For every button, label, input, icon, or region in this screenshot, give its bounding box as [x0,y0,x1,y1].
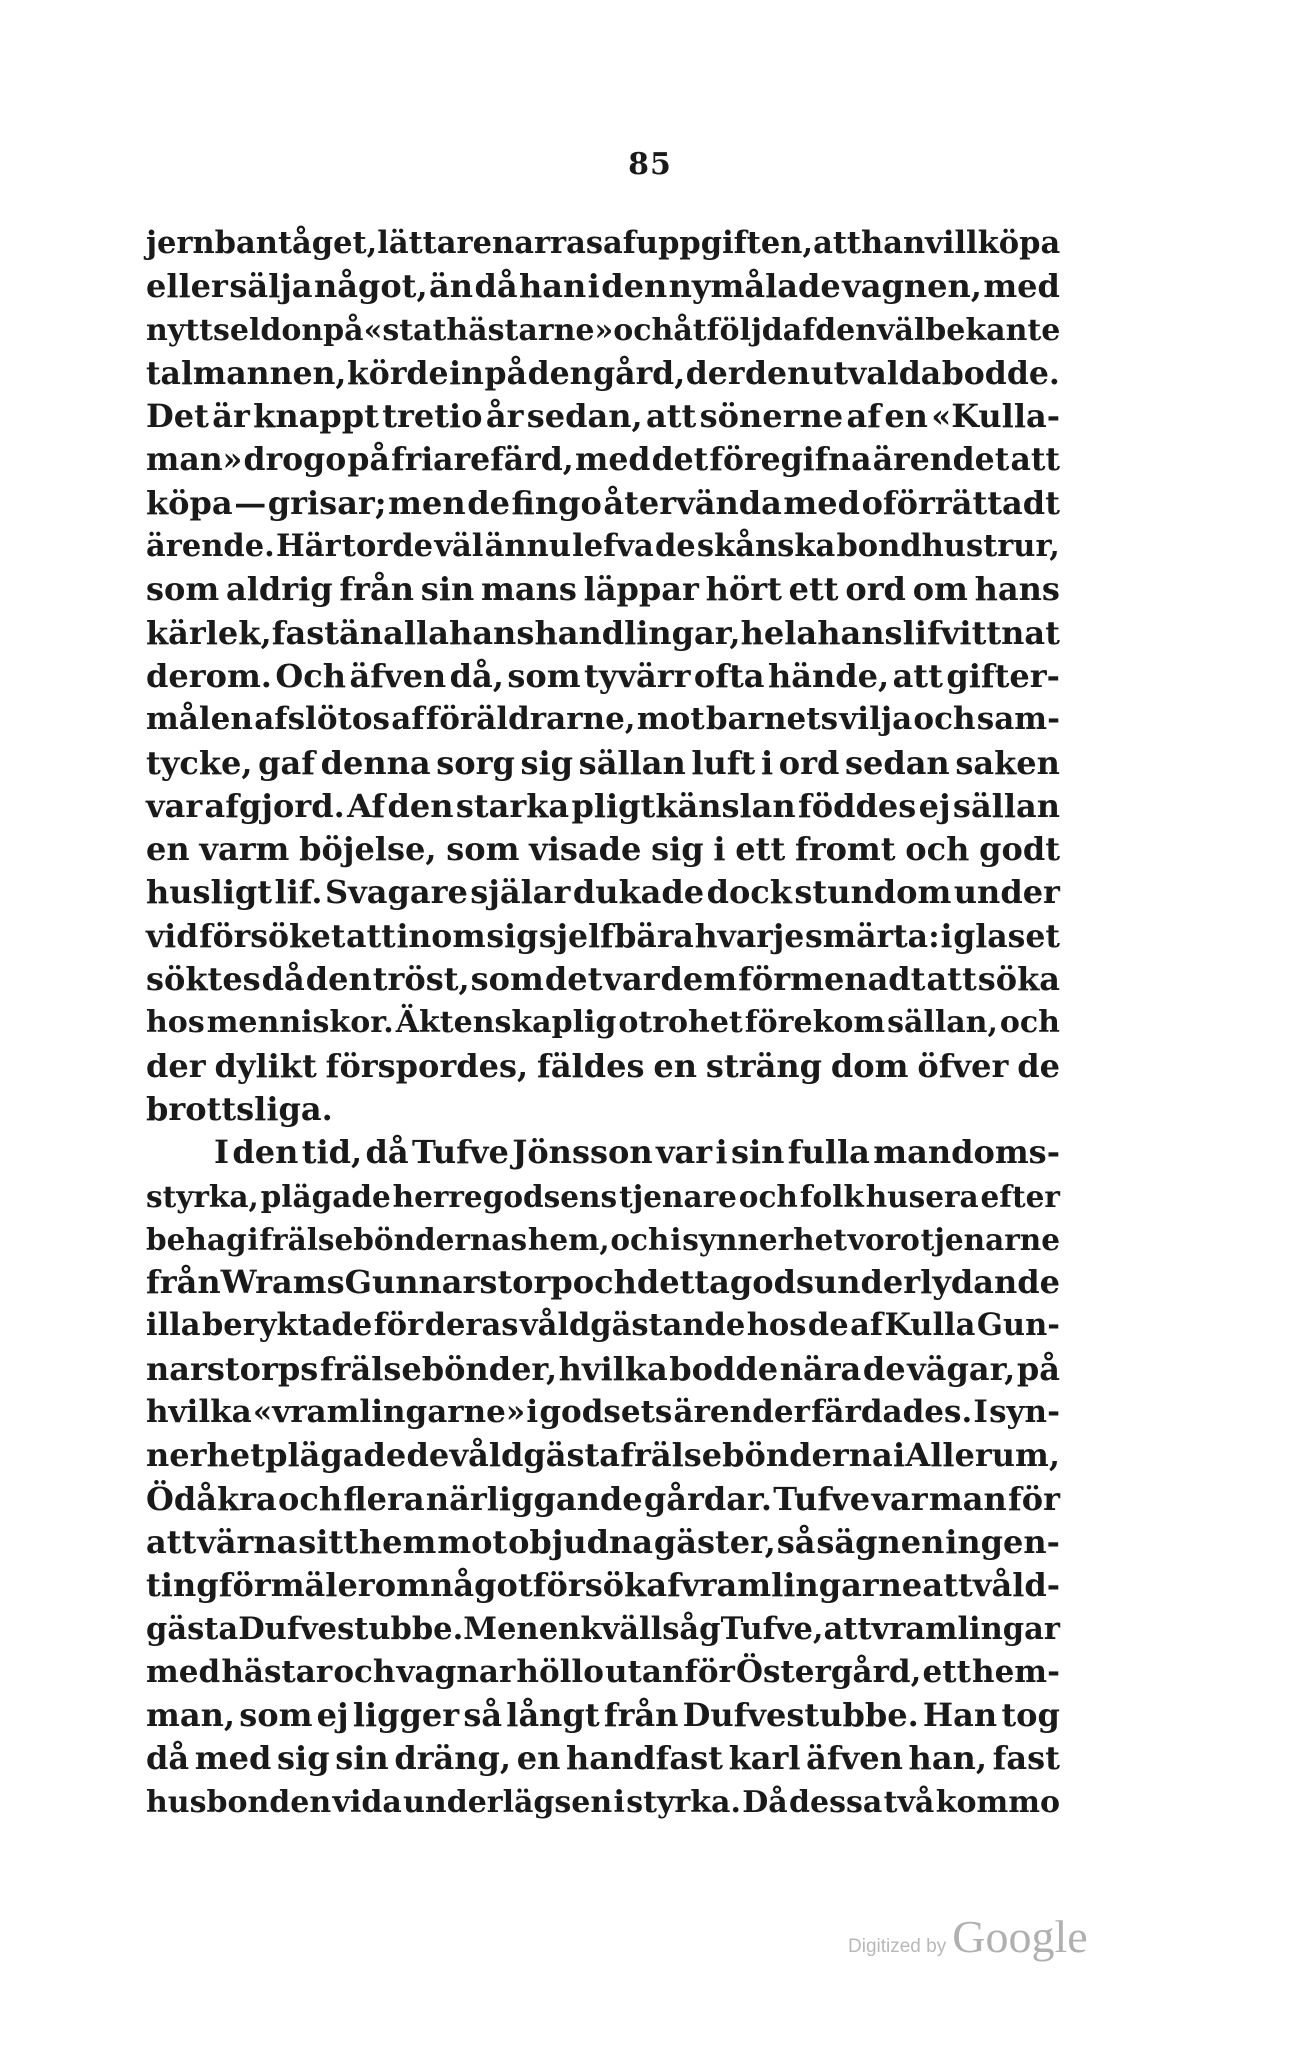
text-line: derom. Och äfven då, som tyvärr ofta hände, att gifter- [146,656,1060,695]
text-line: husligt lif. Svagare själar dukade dock stundom under [146,873,1060,912]
text-line: man» drogo på friarefärd, med det föregifna ärendet att [146,441,1060,479]
text-line: Det är knappt tretio år sedan, att sönerne af en «Kulla- [146,397,1060,436]
text-line: söktes då den tröst, som det var dem förmenadt att söka [146,960,1060,999]
text-line: som aldrig från sin mans läppar hört ett ord om hans [146,570,1060,609]
text-line: eller sälja något, än då han i den nymålade vagnen, med [146,267,1060,306]
text-line: husbonden vida underlägsen i styrka. Då dessa två kommo [146,1784,1060,1820]
text-line: var afgjord. Af den starka pligtkänslan föddes ej sällan [146,786,1060,825]
text-line: nerhet plägade de våldgästa frälsebönderna i Allerum, [146,1436,1060,1475]
text-line: från Wrams Gunnarstorp och detta gods underlydande [146,1263,1060,1302]
text-line: talmannen, körde in på den gård, der den utvalda bodde. [146,354,1060,392]
text-line: brottsliga. [146,1089,333,1128]
text-line: en varm böjelse, som visade sig i ett fromt och godt [146,830,1060,869]
text-line: styrka, plägade herregodsens tjenare och folk husera efter [146,1178,1060,1214]
digitized-watermark [848,1910,1088,1963]
text-line: nytt seldon på «stathästarne» och åtföljd af den välbekante [146,312,1061,348]
text-line: med hästar och vagnar höllo utanför Östergård, ett hem- [146,1653,1060,1690]
text-line: då med sig sin dräng, en handfast karl äfven han, fast [146,1739,1060,1778]
text-line: hos menniskor. Äktenskaplig otrohet förekom sällan, och [146,1005,1060,1041]
digitized-label: Digitized by [848,1936,947,1957]
google-logo: Google [952,1911,1088,1962]
text-line: köpa — grisar; men de fingo återvända med oförrättadt [146,483,1060,522]
body-text [146,222,1060,1824]
text-line: ärende. Här torde väl ännu lefva de skånska bondhustrur, [146,528,1060,565]
text-line: I den tid, då Tufve Jönsson var i sin fulla mandoms- [214,1133,1060,1172]
text-line: jernbantåget, lättare narras af uppgiften, att han vill köpa [146,225,1061,261]
text-line: att värna sitt hem mot objudna gäster, så sägnen ingen- [146,1522,1060,1561]
text-line: man, som ej ligger så långt från Dufvestubbe. Han tog [146,1696,1060,1735]
text-line: hvilka «vramlingarne» i godsets ärender färdades. I syn- [146,1394,1060,1431]
text-line: illa beryktade för deras våldgästande hos de af Kulla Gun- [146,1307,1060,1344]
text-line: Ödåkra och flera närliggande gårdar. Tufve var man för [146,1479,1060,1518]
text-line: ting förmäler om något försök af vramlingarne att våld- [146,1566,1060,1605]
text-line: tycke, gaf denna sorg sig sällan luft i ord sedan saken [146,743,1060,782]
text-line: kärlek, fastän alla hans handlingar, hela hans lif vittnat [146,613,1060,652]
text-line: narstorps frälsebönder, hvilka bodde nära de vägar, på [146,1349,1060,1388]
text-line: gästa Dufvestubbe. Men en kväll såg Tufve, att vramlingar [146,1610,1060,1647]
text-line: der dylikt förspordes, fäldes en sträng dom öfver de [146,1046,1060,1085]
page-number: 85 [628,147,672,182]
text-line: behag i frälseböndernas hem, och i synnerhet voro tjenarne [146,1221,1060,1257]
text-line: vid försöket att inom sig sjelf bära hvarje smärta: i glaset [146,917,1060,955]
text-line: målen afslötos af föräldrarne, mot barnets vilja och sam- [146,701,1060,738]
